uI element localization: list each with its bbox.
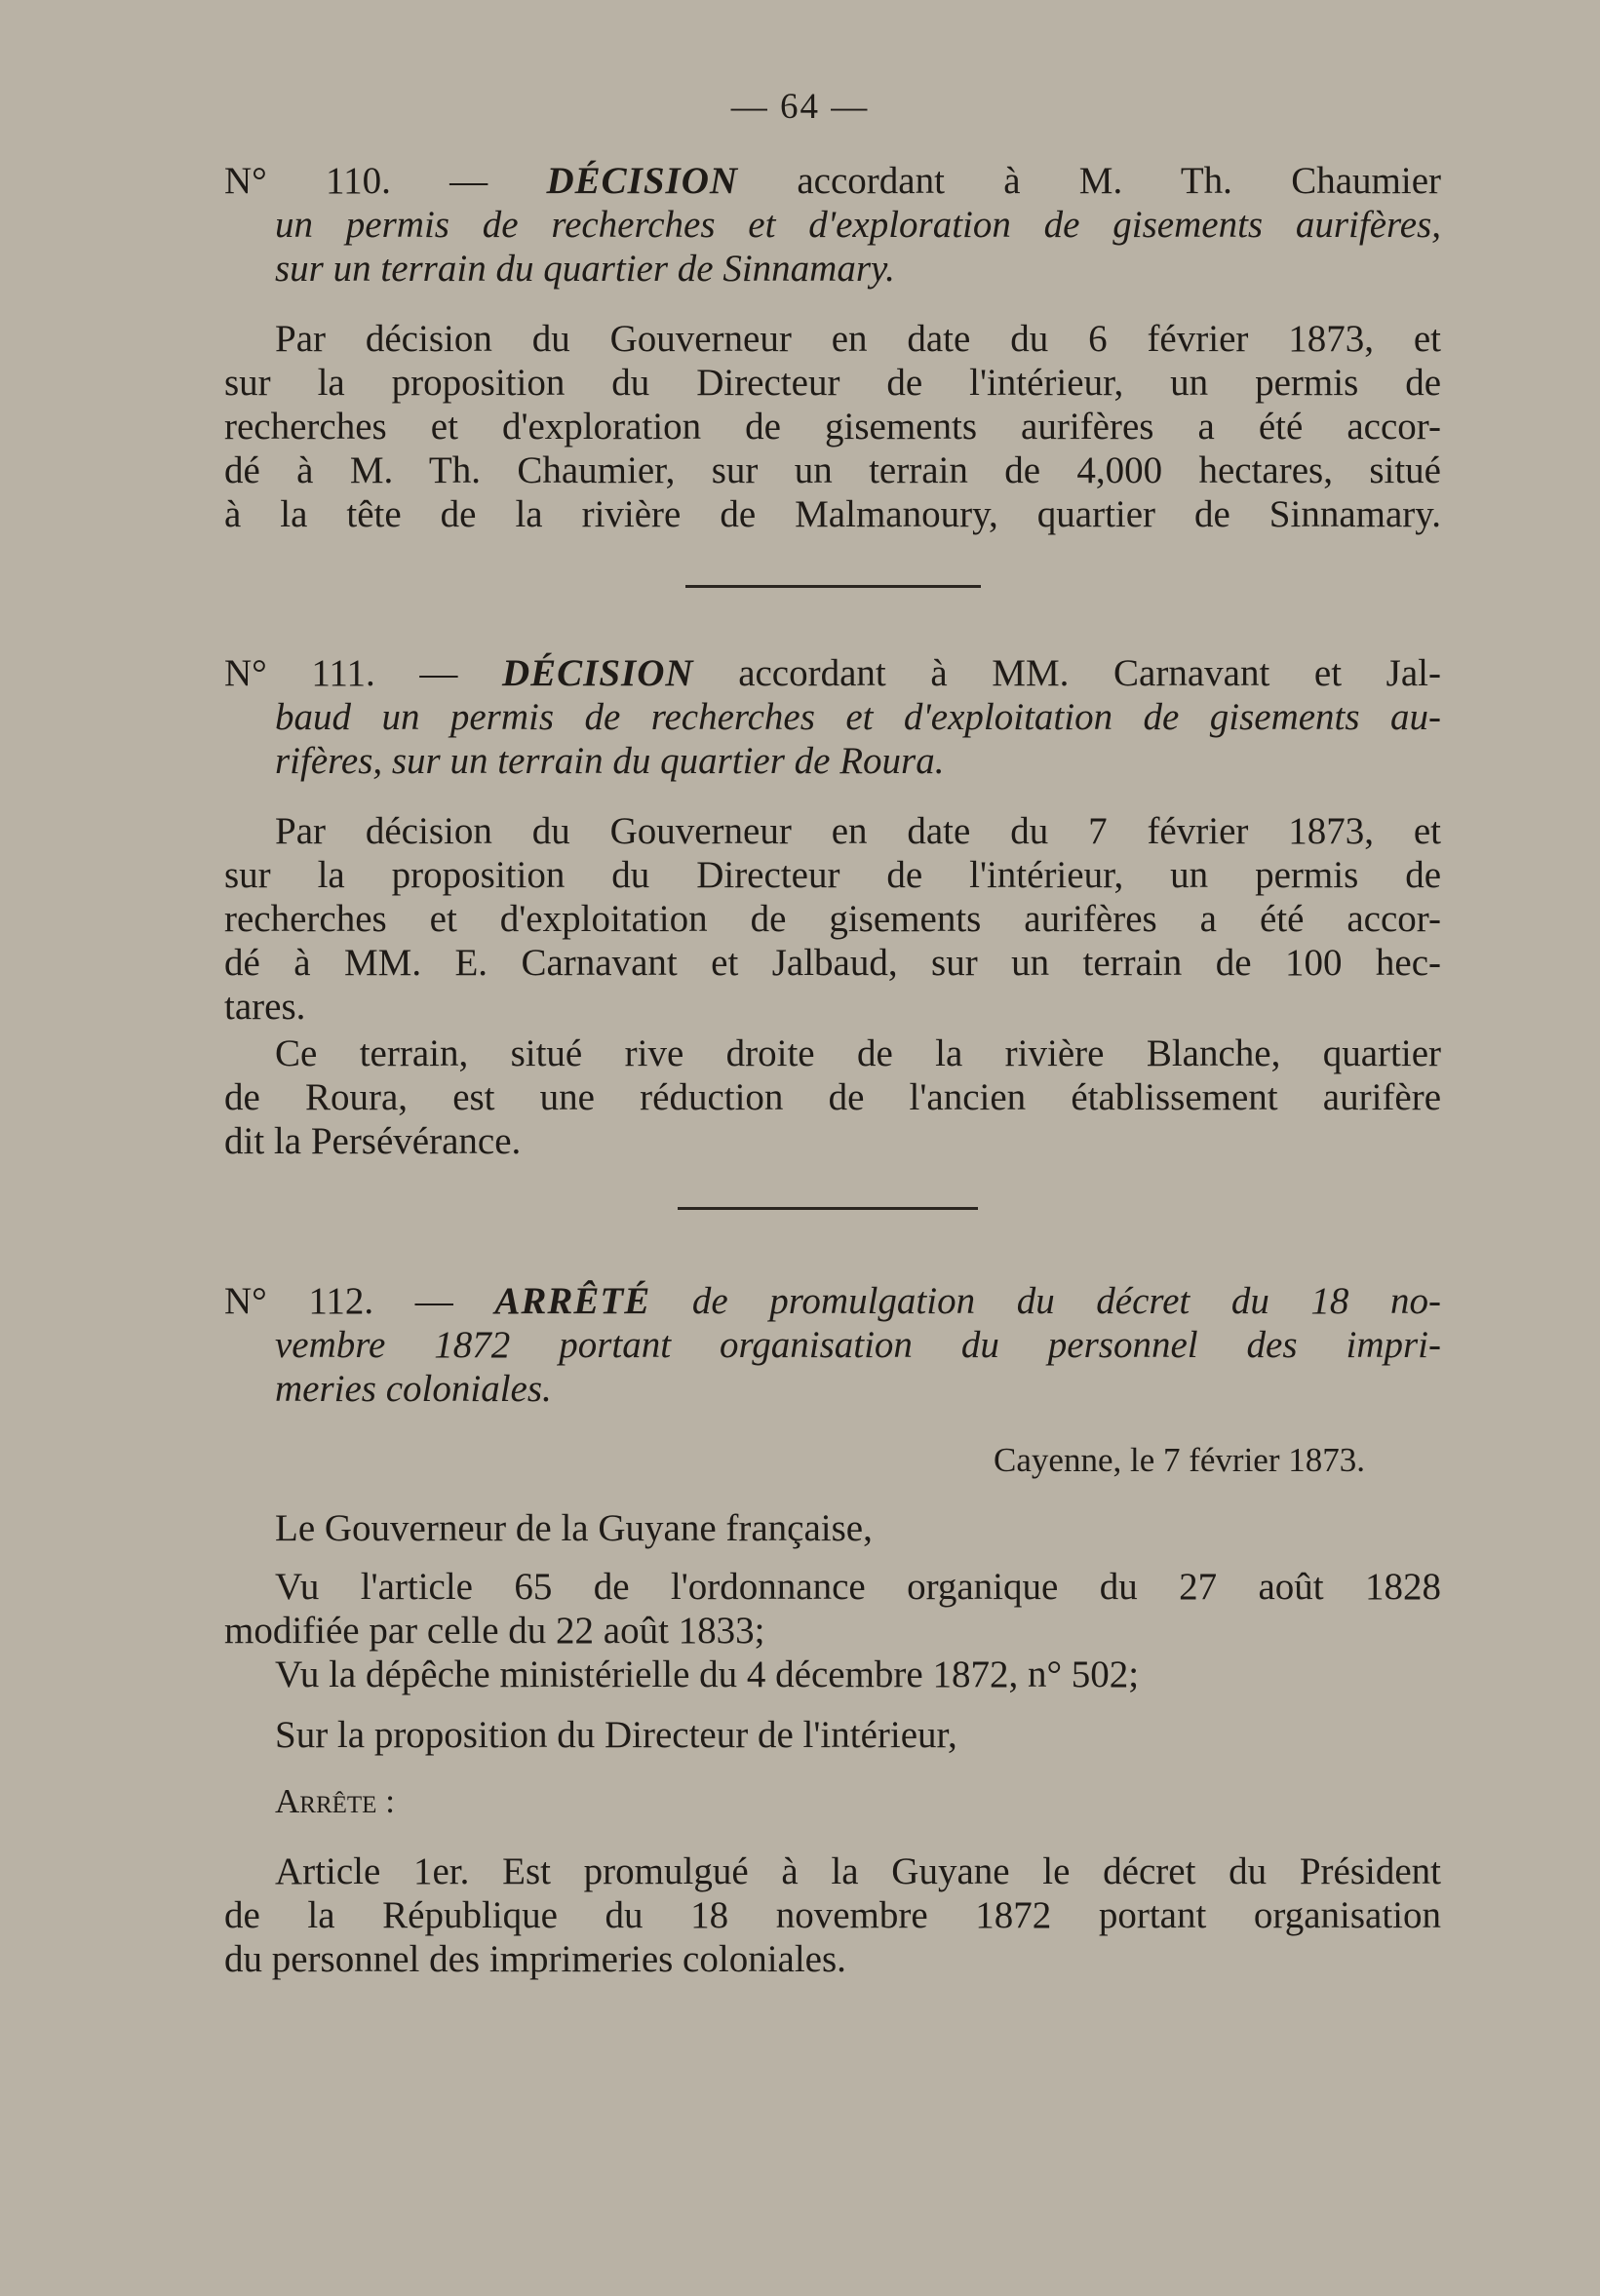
- body-line: Sur la proposition du Directeur de l'intérieur,: [275, 1714, 957, 1756]
- heading-line: accordant à MM. Carnavant et Jal-: [738, 652, 1441, 694]
- separator-rule: [678, 1207, 978, 1210]
- section-kind: DÉCISION: [546, 160, 739, 202]
- body-line: de la République du 18 novembre 1872 portant organisation: [224, 1894, 1441, 1936]
- body-line: de Roura, est une réduction de l'ancien établissement aurifère: [224, 1076, 1441, 1118]
- body-line: Ce terrain, situé rive droite de la rivière Blanche, quartier: [275, 1032, 1441, 1074]
- section-number: N° 110. —: [224, 160, 488, 202]
- body-line: Article 1er. Est promulgué à la Guyane le décret du Président: [275, 1850, 1441, 1892]
- heading-line: vembre 1872 portant organisation du personnel des impri-: [275, 1324, 1441, 1366]
- heading-line: sur un terrain du quartier de Sinnamary.: [275, 248, 895, 290]
- heading-line: rifères, sur un terrain du quartier de Roura.: [275, 740, 945, 782]
- section-number: N° 112. —: [224, 1280, 453, 1322]
- section-number: N° 111. —: [224, 652, 458, 694]
- body-line: tares.: [224, 986, 306, 1028]
- body-line: Arrête :: [275, 1782, 395, 1820]
- heading-line: un permis de recherches et d'exploration de gisements aurifères,: [275, 204, 1441, 246]
- page-number: — 64 —: [730, 87, 870, 127]
- body-line: dit la Persévérance.: [224, 1120, 522, 1162]
- heading-line: de promulgation du décret du 18 no-: [691, 1280, 1442, 1322]
- body-line: sur la proposition du Directeur de l'intérieur, un permis de: [224, 854, 1441, 896]
- body-line: dé à MM. E. Carnavant et Jalbaud, sur un terrain de 100 hec-: [224, 942, 1441, 984]
- section-kind: DÉCISION: [501, 652, 694, 694]
- body-line: à la tête de la rivière de Malmanoury, quartier de Sinnamary.: [224, 493, 1441, 535]
- section-110-heading: [224, 159, 1441, 203]
- section-kind: ARRÊTÉ: [494, 1280, 651, 1322]
- body-line: recherches et d'exploitation de gisements aurifères a été accor-: [224, 898, 1441, 940]
- heading-line: accordant à M. Th. Chaumier: [797, 160, 1441, 202]
- separator-rule: [685, 585, 981, 588]
- section-112-heading: [224, 1279, 1441, 1323]
- body-line: sur la proposition du Directeur de l'intérieur, un permis de: [224, 362, 1441, 404]
- body-line: Vu la dépêche ministérielle du 4 décembre 1872, n° 502;: [275, 1654, 1140, 1695]
- dateline: Cayenne, le 7 février 1873.: [994, 1441, 1365, 1479]
- section-111-heading: [224, 651, 1441, 695]
- body-line: Le Gouverneur de la Guyane française,: [275, 1507, 873, 1549]
- body-line: Par décision du Gouverneur en date du 7 février 1873, et: [275, 810, 1441, 852]
- heading-line: baud un permis de recherches et d'exploitation de gisements au-: [275, 696, 1441, 738]
- body-line: Vu l'article 65 de l'ordonnance organique du 27 août 1828: [275, 1566, 1441, 1608]
- body-line: recherches et d'exploration de gisements aurifères a été accor-: [224, 406, 1441, 448]
- body-line: du personnel des imprimeries coloniales.: [224, 1938, 846, 1980]
- body-line: dé à M. Th. Chaumier, sur un terrain de 4,000 hectares, situé: [224, 449, 1441, 491]
- body-line: modifiée par celle du 22 août 1833;: [224, 1610, 765, 1652]
- heading-line: meries coloniales.: [275, 1368, 552, 1410]
- body-line: Par décision du Gouverneur en date du 6 février 1873, et: [275, 318, 1441, 360]
